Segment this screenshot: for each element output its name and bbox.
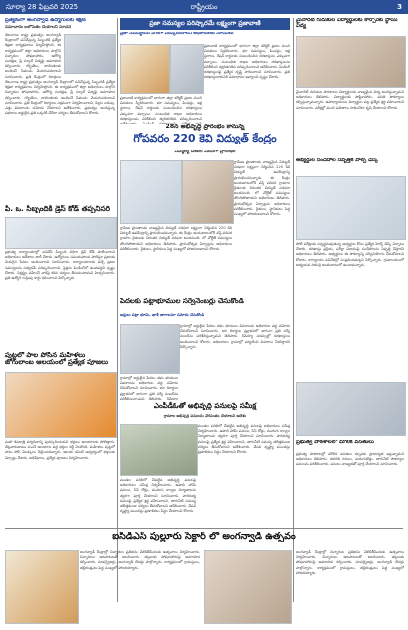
left-top-headline: ప్రత్యేకంగా అంగన్వాడీ ఉద్యోగులకు శిక్షణ: [5, 18, 86, 23]
center-mid-photo: [120, 324, 180, 374]
masthead-bar: [0, 0, 408, 14]
center-top-photo-1: [120, 44, 170, 94]
center-top-kicker: ప్రజా సమస్యల పరిష్కారమే లక్ష్యంగా ప్రజావాణి: [120, 18, 290, 30]
bottom-body: అంగన్వాడీ కేంద్రాల్లో చిన్నారుల ప్రతిభను వెలికితీసేందుకు ఉత్సవాలు నిర్వహించారు. చిన్నారులు ఆటపాటలతో అలరించారు. తల్లులకు పోషకాహారంపై అవగాహన కల్పించారు. సూపర్వైజర్లు, అంగన్వాడీ టీచర్లు పాల్గొన్నారు. కార్యక్రమంలో గ్రామస్తులు, తల్లిదండ్రులు పెద్ద సంఖ్యలో హాజరయ్యారు.: [80, 550, 200, 570]
right-low-body: ప్రభుత్వ పాఠశాలల్లో మౌలిక వసతుల కల్పనకు ప్రాధాన్యత ఇస్తున్నామని అధికారులు తెలిపారు. తరగతి గదులు, మరుగుదొడ్లు, తాగునీటి సౌకర్యాల పనులను పరిశీలించారు. పనులు నాణ్యతతో పూర్తి చేయాలని సూచించారు.: [296, 452, 404, 467]
issue-date: సూర్యా 28 ఫిబ్రవరి 2025: [6, 3, 79, 11]
center-main-body: గ్రామీణ ప్రాంతాలకు నాణ్యమైన విద్యుత్ సరఫరా లక్ష్యంగా నిర్మించిన 220 కెవి విద్యుత్ ఉపకేంద్రాన్ని ప్రారంభించనున్నారు. ఈ కేంద్రం అందుబాటులోకి వస్తే పరిసర గ్రామాల రైతులకు నిరంతర విద్యుత్ సరఫరా అందనుంది. లో వోల్టేజ్ సమస్యలు తొలగిపోతాయని అధికారులు తెలిపారు. ప్రారంభోత్సవ ఏర్పాట్లను అధికారులు పరిశీలించారు. రైతులు, స్థానికులు పెద్ద సంఖ్యలో హాజరుకావాలని కోరారు.: [234, 160, 290, 217]
center-main-body-continued: గ్రామీణ ప్రాంతాలకు నాణ్యమైన విద్యుత్ సరఫరా లక్ష్యంగా నిర్మించిన 220 కెవి విద్యుత్ ఉపకేంద్రాన్ని ప్రారంభించనున్నారు. ఈ కేంద్రం అందుబాటులోకి వస్తే పరిసర గ్రామాల రైతులకు నిరంతర విద్యుత్ సరఫరా అందనుంది. లో వోల్టేజ్ సమస్యలు తొలగిపోతాయని అధికారులు తెలిపారు. ప్రారంభోత్సవ ఏర్పాట్లను అధికారులు పరిశీలించారు. రైతులు, స్థానికులు పెద్ద సంఖ్యలో హాజరుకావాలని కోరారు.: [120, 226, 232, 251]
bottom-body-continued: అంగన్వాడీ కేంద్రాల్లో చిన్నారుల ప్రతిభను వెలికితీసేందుకు ఉత్సవాలు నిర్వహించారు. చిన్నారులు ఆటపాటలతో అలరించారు. తల్లులకు పోషకాహారంపై అవగాహన కల్పించారు. సూపర్వైజర్లు, అంగన్వాడీ టీచర్లు పాల్గొన్నారు. కార్యక్రమంలో గ్రామస్తులు, తల్లిదండ్రులు పెద్ద సంఖ్యలో హాజరయ్యారు.: [296, 550, 404, 575]
center-main-kicker: 28న అభివృద్ధి ప్రారంభం కానున్న: [165, 124, 245, 130]
center-top-subhead: ప్రజా సమస్యలను వేగంగా పరిష్కరించాలని అధికారులకు సూచనలు: [120, 32, 234, 36]
right-mid-headline: అభ్యర్థుల సందేహాల నివృత్తికి హెల్ప్ డెస్క్: [296, 158, 378, 163]
center-mid-body-continued: గ్రామాల్లో అర్హులైన పేదలు తమ భూముల వివరాలను అధికారుల వద్ద నమోదు చేసుకోవాలని సూచించారు. భూ రికార్డుల ప్రక్షాళనలో భాగంగా ప్రతి సర్వే నంబర్‌ను పరిశీలిస్తున్నామని తెలిపారు. రెవెన్యూ: [120, 376, 178, 400]
center-low-photo: [120, 424, 198, 476]
left-mid-photo: [5, 217, 117, 249]
left-top-photo: [64, 34, 116, 74]
center-top-body: ప్రజావాణి కార్యక్రమంలో భాగంగా జిల్లా కలెక్టర్ ప్రజల నుంచి వినతులు స్వీకరించారు. భూ సమస్యలు, పింఛన్లు, ఇళ్ల స్థలాలు, రేషన్ కార్డులకు సంబంధించిన దరఖాస్తులు ఎక్కువగా వచ్చాయి. సంబంధిత శాఖల అధికారులు దరఖాస్తులను పరిశీలించి త్వరితగతిన పరిష్కరించాలని ఆదేశించారు. పెండింగ్ దరఖాస్తులపై ప్రత్యేక దృష్టి సారించాలని సూచించారు. ప్రతి దరఖాస్తుదారునికి సమాధానం ఇవ్వాలని స్పష్టం చేశారు.: [204, 44, 290, 80]
column-rule-right: [293, 18, 294, 602]
center-top-body-continued: ప్రజావాణి కార్యక్రమంలో భాగంగా జిల్లా కలెక్టర్ ప్రజల నుంచి వినతులు స్వీకరించారు. భూ సమస్యలు, పింఛన్లు, ఇళ్ల స్థలాలు, రేషన్ కార్డులకు సంబంధించిన దరఖాస్తులు ఎక్కువగా వచ్చాయి. సంబంధిత శాఖల అధికారులు దరఖాస్తులను పరిశీలించి త్వరితగతిన పరిష్కరించాలని: [120, 96, 202, 121]
left-top-body: తెలంగాణ రాష్ట్ర ప్రభుత్వం అంగన్వాడీ కేంద్రాలలో పనిచేస్తున్న సిబ్బందికి ప్రత్యేక శిక్షణా కార్యక్రమాలు నిర్వహిస్తోంది. ఈ కార్యక్రమంలో జిల్లా అధికారులు పాల్గొని చిన్నారుల పోషకాహారం, ఆరోగ్య సంరక్షణ, ప్రీ స్కూల్ విద్యపై అవగాహన కల్పించారు. గర్భిణీలు, బాలింతలకు అందించే సేవలను మెరుగుపరచాలని సూచించారు. ప్రతి కేంద్రంలో రికార్డులు: [5, 33, 61, 79]
right-top-body: మైనారిటీ గురుకుల పాఠశాలల విద్యార్థులకు నాణ్యమైన విద్య అందిస్తున్నామని అధికారులు తెలిపారు. విద్యార్థులకు పౌష్టికాహారం, వసతి సౌకర్యాలు కల్పిస్తున్నామన్నారు. ఉపాధ్యాయులు విద్యార్థుల పట్ల ప్రత్యేక శ్రద్ధ వహించాలని సూచించారు. పరీక్షల్లో మంచి ఫలితాలు సాధించేలా కృషి చేయాలని కోరారు.: [296, 90, 404, 110]
center-main-headline: గోపవరం 220 కెవి విద్యుత్ కేంద్రం: [133, 133, 277, 145]
center-mid-headline: పేదలకు పట్టాభూముల సర్వేనెంబర్లు చేసుకోండి: [120, 298, 244, 305]
center-low-subhead: గ్రామాల అభివృద్ధి పనులను వేగవంతం చేయాలని ఆదేశం: [163, 414, 247, 418]
bottom-photo-1: [5, 550, 79, 624]
right-top-photo: [296, 36, 406, 88]
center-low-headline: ఎంపీడీఓతో అభివృద్ధి పనులపై సమీక్ష: [153, 402, 257, 410]
bottom-photo-2: [204, 550, 292, 624]
left-top-subhead: సమాచారం బలోపేతం చేయాలని సూచన: [5, 25, 72, 29]
right-mid-photo: [296, 176, 406, 240]
center-main-byline: ఎమ్మెల్యే చేతుల మీదుగా ప్రారంభం: [174, 150, 236, 154]
bottom-rule: [5, 528, 403, 529]
left-low-headline: పుట్టలో పాల పోసిన మహిళలు జోగులాంబ ఆలయంలో ప్రత్యేక పూజలు: [5, 352, 109, 367]
bottom-headline: ఐసిడిఎస్ పుల్లూరు సెక్టార్ లో అంగన్వాడీ ఉత్సవం: [112, 532, 296, 542]
left-low-photo: [5, 372, 117, 438]
center-mid-body: గ్రామాల్లో అర్హులైన పేదలు తమ భూముల వివరాలను అధికారుల వద్ద నమోదు చేసుకోవాలని సూచించారు. భూ రికార్డుల ప్రక్షాళనలో భాగంగా ప్రతి సర్వే నంబర్‌ను పరిశీలిస్తున్నామని తెలిపారు. రెవెన్యూ సదస్సుల్లో దరఖాస్తులు అందించాలని కోరారు. అధికారులు గ్రామాల్లో పర్యటించి వివరాలు సేకరిస్తారని పేర్కొన్నారు.: [180, 324, 290, 349]
center-low-body: మండల పరిధిలో చేపట్టిన అభివృద్ధి పనులపై అధికారులు సమీక్ష నిర్వహించారు. ఉపాధి హామీ పనులు, సీసీ రోడ్లు, మురుగు కాల్వల నిర్మాణాలను త్వరగా పూర్తి చేయాలని సూచించారు. పారిశుధ్య పనులపై ప్రత్యేక శ్రద్ధ వహించాలని, తాగునీటి సమస్య తలెత్తకుండా చర్యలు తీసుకోవాలని ఆదేశించారు. వేసవి దృష్ట్యా ముందస్తు ప్రణాళికలు సిద్ధం చేయాలని కోరారు.: [198, 424, 290, 455]
left-top-body-continued: తెలంగాణ రాష్ట్ర ప్రభుత్వం అంగన్వాడీ కేంద్రాలలో పనిచేస్తున్న సిబ్బందికి ప్రత్యేక శిక్షణా కార్యక్రమాలు నిర్వహిస్తోంది. ఈ కార్యక్రమంలో జిల్లా అధికారులు పాల్గొని చిన్నారుల పోషకాహారం, ఆరోగ్య సంరక్షణ, ప్రీ స్కూల్ విద్యపై అవగాహన కల్పించారు. గర్భిణీలు, బాలింతలకు అందించే సేవలను మెరుగుపరచాలని సూచించారు. ప్రతి కేంద్రంలో రికార్డులు సక్రమంగా నిర్వహించాలని, పిల్లల బరువు, ఎత్తు వివరాలను నమోదు చేయాలని ఆదేశించారు. ప్రభుత్వం అందిస్తున్న పథకాలు అర్హులైన ప్రతి ఒక్కరికీ చేరేలా చర్యలు తీసుకోవాలని కోరారు.: [5, 80, 115, 116]
section-name: రాష్ట్రీయం: [190, 3, 218, 11]
right-low-headline: ప్రభుత్వ పాఠశాలలో మౌలిక వసతులు: [296, 440, 374, 445]
center-main-photo-2: [182, 160, 234, 224]
right-mid-body: పోటీ పరీక్షలకు సన్నద్ధమవుతున్న అభ్యర్థుల కోసం ప్రత్యేక హెల్ప్ డెస్క్ ఏర్పాటు చేశారు. దరఖాస్తు ప్రక్రియ, పరీక్షా విధానంపై సందేహాలను నివృత్తి చేస్తారని అధికారులు తెలిపారు. అభ్యర్థులు ఈ సౌకర్యాన్ని సద్వినియోగం చేసుకోవాలని కోరారు. కార్యాలయ పనివేళల్లో సంప్రదించవచ్చని పేర్కొన్నారు. గ్రంథాలయంలో అధ్యయన సామగ్రి అందుబాటులో ఉంచామన్నారు.: [296, 242, 404, 267]
column-rule-left: [117, 18, 118, 602]
right-low-photo: [296, 382, 406, 436]
center-main-photo-1: [120, 160, 182, 224]
center-mid-subhead: అర్హులు పట్టా భూమి, ఖాళీ జాగాలనూ నమోదు చేసుకోండి: [120, 313, 205, 317]
left-mid-headline: పి. ఒ. సిబ్బందికి డ్రెస్ కోడ్ తప్పనిసరి: [5, 205, 111, 213]
left-low-body: మహా శివరాత్రి పర్వదినాన్ని పురస్కరించుకుని భక్తులు ఆలయాలకు పోటెత్తారు. తెల్లవారుజాము నుంచే ఆలయాల వద్ద భక్తుల రద్దీ నెలకొంది. మహిళలు పుట్టలో పాలు పోసి మొక్కులు చెల్లించుకున్నారు. ఆలయ కమిటీ ఆధ్వర్యంలో భక్తులకు ఏర్పాట్లు చేశారు. అభిషేకాలు, ప్రత్యేక పూజలు నిర్వహించారు.: [5, 440, 115, 460]
left-mid-body: ప్రభుత్వ కార్యాలయాల్లో పనిచేసే సిబ్బంది విధిగా డ్రెస్ కోడ్ పాటించాలని అధికారులు ఆదేశాలు జారీ చేశారు. ఉద్యోగులు సమయపాలన పాటిస్తూ ప్రజలకు మెరుగైన సేవలు అందించాలని సూచించారు. కార్యాలయాలకు వచ్చే ప్రజల సమస్యలను సత్వరమే పరిష్కరించాలని, ఫైళ్లను పెండింగ్‌లో ఉంచవద్దని స్పష్టం చేశారు. నిర్లక్ష్యం వహించే వారిపై కఠిన చర్యలు తీసుకుంటామని హెచ్చరించారు. ప్రతి ఉద్యోగి గుర్తింపు కార్డు ధరించాలని పేర్కొన్నారు.: [5, 250, 115, 281]
center-low-body-continued: మండల పరిధిలో చేపట్టిన అభివృద్ధి పనులపై అధికారులు సమీక్ష నిర్వహించారు. ఉపాధి హామీ పనులు, సీసీ రోడ్లు, మురుగు కాల్వల నిర్మాణాలను త్వరగా పూర్తి చేయాలని సూచించారు. పారిశుధ్య పనులపై ప్రత్యేక శ్రద్ధ వహించాలని, తాగునీటి సమస్య తలెత్తకుండా చర్యలు తీసుకోవాలని ఆదేశించారు. వేసవి దృష్ట్యా ముందస్తు ప్రణాళికలు సిద్ధం చేయాలని కోరారు.: [120, 478, 196, 514]
page-number: 3: [397, 3, 402, 11]
center-top-photo-2: [170, 44, 204, 94]
right-top-headline: మైనారిటీ గురుకుల విద్యార్థులకు కార్పొరేట్ స్థాయి విద్య: [296, 18, 398, 29]
